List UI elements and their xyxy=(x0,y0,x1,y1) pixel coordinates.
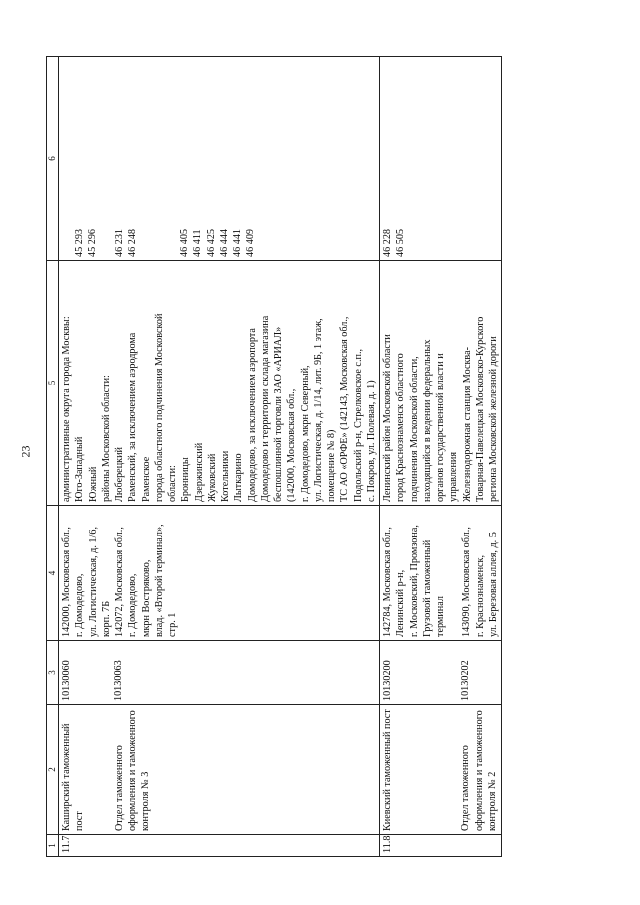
territory-line: подчинения Московской области, xyxy=(408,356,420,502)
header-cell: 2 xyxy=(47,705,59,835)
row-id: 11.8 xyxy=(380,835,502,857)
post-name-line: оформления и таможенного xyxy=(473,710,485,831)
territory-line: г. Домодедово, мкрн Северный, xyxy=(299,365,311,502)
table-row-11-7 xyxy=(59,57,380,857)
territory-line: управления xyxy=(448,451,460,502)
post-codes-cell xyxy=(59,641,380,705)
addresses-cell xyxy=(380,506,502,641)
okato-code: 46 409 xyxy=(245,228,257,257)
territory-line: с. Покров, ул. Полевая, д. 1) xyxy=(365,380,377,502)
address-line: г. Домодедово, xyxy=(127,573,139,637)
territory-line: Юго-Западный xyxy=(74,436,86,502)
post-name-line: контроля № 3 xyxy=(140,771,151,831)
territory-line: Люберецкий xyxy=(114,446,125,502)
territory-line: Товарная-Павелецкая Московско-Курского xyxy=(474,316,486,502)
post-codes-cell xyxy=(380,641,502,705)
okato-code: 46 425 xyxy=(205,228,217,257)
post-name-line: Каширский таможенный xyxy=(61,723,72,831)
address-line: 142072, Московская обл., xyxy=(114,527,125,637)
territory-cell xyxy=(59,261,380,506)
address-line: г. Краснознаменск, xyxy=(474,554,486,637)
territory-line: органов государственной власти и xyxy=(435,353,446,502)
territory-line: региона Московской железной дороги xyxy=(488,336,499,502)
okato-code: 46 231 xyxy=(113,228,125,257)
table-row-11-8 xyxy=(380,57,502,857)
post-code: 10130200 xyxy=(382,660,393,701)
address-line: стр. 1 xyxy=(167,612,178,637)
address-line: мкрн Востряково, xyxy=(140,559,152,637)
customs-table xyxy=(46,56,502,857)
territory-line: (142000, Московская обл., xyxy=(286,388,298,502)
header-cell: 1 xyxy=(47,835,59,857)
territory-line: Домодедово, за исключением аэропорта xyxy=(246,328,258,502)
territory-line: Железнодорожная станция Москва- xyxy=(461,346,473,502)
header-cell: 4 xyxy=(47,506,59,641)
post-name-line: Отдел таможенного xyxy=(113,745,125,831)
territory-line: административные округа города Москвы: xyxy=(61,316,72,502)
address-line: влад. «Второй терминал», xyxy=(153,524,165,637)
address-line: корп. 7Б xyxy=(100,600,112,637)
rotated-table-wrapper xyxy=(46,57,592,857)
territory-line: города областного подчинения Московской xyxy=(153,313,165,502)
header-cell: 6 xyxy=(47,57,59,261)
header-row xyxy=(47,57,59,857)
post-code: 10130063 xyxy=(113,660,125,701)
territory-line: Подольский р-н, Стрелковское с.п., xyxy=(352,348,364,502)
territory-line: ТС АО «ОРФЕ» (142143, Московская обл., xyxy=(339,316,351,502)
territory-cell xyxy=(380,261,502,506)
post-name-line: Отдел таможенного xyxy=(460,745,472,831)
address-line: г. Московский, Промзона, xyxy=(408,525,420,637)
okato-codes-cell xyxy=(59,57,380,261)
address-line: 143090, Московская обл., xyxy=(461,527,473,637)
territory-line: Дзержинский xyxy=(193,442,205,502)
addresses-cell xyxy=(59,506,380,641)
okato-code: 46 248 xyxy=(126,228,138,257)
okato-code: 45 296 xyxy=(87,228,99,257)
address-line: ул. Березовая аллея, д. 5 xyxy=(487,532,499,637)
okato-code: 46 441 xyxy=(232,228,243,257)
post-names-cell xyxy=(380,705,502,835)
header-cell: 3 xyxy=(47,641,59,705)
territory-line: Южный xyxy=(87,466,99,502)
page-number: 23 xyxy=(18,445,33,458)
territory-line: районы Московской области: xyxy=(100,375,112,502)
address-line: 142000, Московская обл., xyxy=(61,527,72,637)
address-line: терминал xyxy=(435,596,446,637)
territory-line: Бронницы xyxy=(180,457,192,502)
post-name-line: оформления и таможенного xyxy=(126,710,138,831)
territory-line: области: xyxy=(167,465,178,502)
okato-code: 46 444 xyxy=(218,228,230,257)
address-line: 142784, Московская обл., xyxy=(382,527,393,637)
okato-codes-cell xyxy=(380,57,502,261)
territory-line: Жуковский xyxy=(206,453,218,502)
post-name-line: Киевский таможенный пост xyxy=(382,709,393,831)
address-line: Ленинский р-н, xyxy=(395,569,407,637)
territory-line: находящийся в ведении федеральных xyxy=(421,339,433,502)
row-id: 11.7 xyxy=(59,835,380,857)
post-code: 10130060 xyxy=(61,660,72,701)
territory-line: помещение № 8) xyxy=(326,429,337,502)
post-code: 10130202 xyxy=(460,660,472,701)
address-line: г. Домодедово, xyxy=(74,573,86,637)
territory-line: город Краснознаменск областного xyxy=(395,353,407,502)
post-names-cell xyxy=(59,705,380,835)
territory-line: Лыткарино xyxy=(233,453,245,502)
address-line: Грузовой таможенный xyxy=(421,539,433,637)
territory-line: ул. Логистическая, д. 1/14, лит. 9Б, 1 этаж, xyxy=(312,318,324,502)
territory-line: Раменское xyxy=(140,456,152,502)
okato-code: 46 411 xyxy=(192,229,204,257)
territory-line: Домодедово и территории склада магазина xyxy=(259,315,271,502)
header-cell: 5 xyxy=(47,261,59,506)
okato-code: 45 293 xyxy=(74,228,85,257)
okato-code: 46 505 xyxy=(395,228,407,257)
address-line: ул. Логистическая, д. 1/6, xyxy=(87,527,99,637)
territory-line: Ленинский район Московской области xyxy=(382,334,393,502)
okato-code: 46 228 xyxy=(382,228,393,257)
territory-line: беспошлинной торговли ЗАО «АРИАЛ» xyxy=(273,326,284,502)
post-name-line: контроля № 2 xyxy=(486,771,498,831)
post-name-line: пост xyxy=(74,811,86,831)
okato-code: 46 405 xyxy=(179,228,190,257)
territory-line: Раменский, за исключением аэродрома xyxy=(127,332,139,502)
territory-line: Котельники xyxy=(220,450,231,502)
